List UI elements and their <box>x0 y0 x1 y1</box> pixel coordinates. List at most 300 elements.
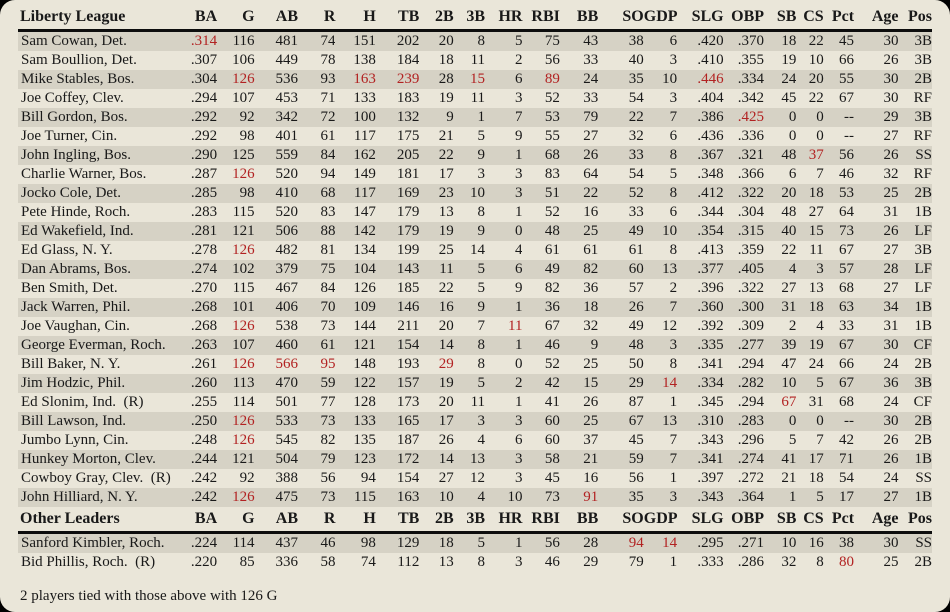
stat-pct: 63 <box>839 299 855 315</box>
stat-slg: .295 <box>697 535 724 551</box>
column-header-2b: 2B <box>419 508 453 533</box>
column-header-r: R <box>298 508 335 533</box>
column-header-sb: SB <box>764 6 796 31</box>
stat-3b: 15 <box>470 71 486 87</box>
stat-ab: 538 <box>275 318 299 334</box>
stat-cs: 16 <box>808 535 824 551</box>
stat-cs: 18 <box>808 299 824 315</box>
stat-ba: .260 <box>190 375 218 391</box>
stat-pct: 68 <box>839 394 855 410</box>
stat-gdp: 1 <box>669 394 678 410</box>
stat-bb: 15 <box>583 375 599 391</box>
stat-so: 49 <box>628 223 644 239</box>
stat-2b: 27 <box>438 470 454 486</box>
stat-ab: 388 <box>275 470 299 486</box>
stat-bb: 37 <box>583 432 599 448</box>
player-name: Mike Stables, Bos. <box>21 71 135 87</box>
column-header-g: G <box>217 6 254 31</box>
stat-ab: 482 <box>275 242 299 258</box>
stat-pct: 67 <box>839 90 855 106</box>
stat-ba: .268 <box>190 299 218 315</box>
column-header-rbi: RBI <box>522 6 559 31</box>
stat-ab: 533 <box>275 413 299 429</box>
player-name: Bill Gordon, Bos. <box>21 109 128 125</box>
stat-obp: .304 <box>737 204 765 220</box>
stat-sb: 24 <box>781 71 797 87</box>
stat-so: 35 <box>628 71 644 87</box>
stat-3b: 7 <box>477 318 486 334</box>
stat-pct: 56 <box>839 147 855 163</box>
stat-so: 33 <box>628 147 644 163</box>
stat-r: 88 <box>320 223 336 239</box>
stat-so: 59 <box>628 451 644 467</box>
stat-slg: .436 <box>697 128 724 144</box>
stat-3b: 11 <box>470 52 486 68</box>
stat-age: 31 <box>883 318 899 334</box>
stat-3b: 5 <box>477 375 486 391</box>
stat-2b: 21 <box>438 128 454 144</box>
stat-tb: 154 <box>396 337 420 353</box>
stat-r: 79 <box>320 451 336 467</box>
player-name: Joe Coffey, Clev. <box>21 90 124 106</box>
column-header-ba: BA <box>172 6 217 31</box>
player-name: Jim Hodzic, Phil. <box>21 375 126 391</box>
stat-h: 133 <box>353 413 376 429</box>
stat-3b: 4 <box>477 489 486 505</box>
stat-h: 104 <box>353 261 376 277</box>
player-name: Hunkey Morton, Clev. <box>21 451 156 467</box>
stat-cs: 11 <box>809 242 824 258</box>
stat-so: 40 <box>628 52 644 68</box>
column-header-tb: TB <box>376 508 419 533</box>
stat-pos: RF <box>913 166 932 182</box>
stat-ab: 449 <box>275 52 299 68</box>
stat-age: 24 <box>883 356 899 372</box>
section-title-other-leaders: Other Leaders <box>18 508 172 533</box>
player-name: Pete Hinde, Roch. <box>21 204 131 220</box>
column-header-obp: OBP <box>724 508 764 533</box>
player-name: Bill Baker, N. Y. <box>21 356 121 372</box>
player-name: Charlie Warner, Bos. <box>21 166 147 182</box>
stat-age: 36 <box>883 375 899 391</box>
stat-ab: 460 <box>275 337 299 353</box>
stat-rbi: 61 <box>544 242 560 258</box>
stat-sb: 4 <box>788 261 797 277</box>
stat-cs: 24 <box>808 356 824 372</box>
player-name: Jocko Cole, Det. <box>21 185 121 201</box>
stat-cs: 22 <box>808 33 824 49</box>
stat-cs: 8 <box>816 554 824 570</box>
stat-pos: 2B <box>914 413 932 429</box>
player-row <box>18 412 932 431</box>
stat-r: 95 <box>320 356 336 372</box>
player-name: John Ingling, Bos. <box>21 147 132 163</box>
stat-sb: 39 <box>781 337 797 353</box>
column-header-rbi: RBI <box>522 508 559 533</box>
stat-hr: 3 <box>514 554 523 570</box>
stat-obp: .322 <box>737 280 765 296</box>
stat-2b: 20 <box>438 394 454 410</box>
stat-cs: 22 <box>808 90 824 106</box>
column-header-sb: SB <box>764 508 796 533</box>
stat-g: 125 <box>232 147 255 163</box>
stat-g: 101 <box>232 299 255 315</box>
stat-g: 98 <box>239 185 255 201</box>
stat-2b: 20 <box>438 33 454 49</box>
stat-g: 92 <box>239 109 255 125</box>
stat-sb: 45 <box>781 90 797 106</box>
stat-slg: .348 <box>697 166 724 182</box>
stat-tb: 173 <box>396 394 420 410</box>
stat-age: 30 <box>883 337 899 353</box>
stat-gdp: 8 <box>669 356 678 372</box>
stat-hr: 9 <box>514 280 523 296</box>
stat-pos: SS <box>915 470 932 486</box>
stat-bb: 64 <box>583 166 599 182</box>
liberty-league-table <box>18 6 932 507</box>
stat-pos: 3B <box>914 375 932 391</box>
stat-hr: 3 <box>514 90 523 106</box>
stat-age: 27 <box>883 280 899 296</box>
stat-ab: 342 <box>275 109 299 125</box>
stat-slg: .341 <box>697 451 724 467</box>
stat-2b: 17 <box>438 413 454 429</box>
stat-age: 25 <box>883 554 899 570</box>
player-row <box>18 450 932 469</box>
stat-rbi: 41 <box>544 394 560 410</box>
column-header-age: Age <box>854 6 898 31</box>
section-title-liberty-league: Liberty League <box>18 6 172 31</box>
stat-hr: 5 <box>514 33 523 49</box>
stat-obp: .294 <box>737 356 765 372</box>
stat-g: 126 <box>232 413 255 429</box>
column-header-hr: HR <box>485 6 522 31</box>
stat-so: 54 <box>628 90 644 106</box>
stat-3b: 1 <box>477 109 486 125</box>
stat-cs: 13 <box>808 280 824 296</box>
stat-bb: 25 <box>583 356 599 372</box>
stat-gdp: 7 <box>669 451 678 467</box>
stat-r: 68 <box>320 185 336 201</box>
stat-rbi: 58 <box>544 451 560 467</box>
stat-rbi: 68 <box>544 147 560 163</box>
stat-tb: 172 <box>396 451 420 467</box>
stat-pct: 67 <box>839 242 855 258</box>
stat-cs: 3 <box>816 261 824 277</box>
stat-h: 128 <box>353 394 376 410</box>
stat-r: 73 <box>320 318 336 334</box>
stat-gdp: 8 <box>669 185 678 201</box>
stat-so: 94 <box>628 535 644 551</box>
stat-g: 126 <box>232 318 255 334</box>
stat-sb: 10 <box>781 375 797 391</box>
stat-cs: 5 <box>816 489 824 505</box>
stat-age: 27 <box>883 242 899 258</box>
column-header-pos: Pos <box>899 6 933 31</box>
column-header-ab: AB <box>255 6 298 31</box>
stat-age: 31 <box>883 204 899 220</box>
stat-slg: .333 <box>697 554 724 570</box>
stat-g: 126 <box>232 489 255 505</box>
stat-pct: 53 <box>839 185 855 201</box>
stat-ba: .274 <box>190 261 218 277</box>
player-row <box>18 317 932 336</box>
stat-age: 34 <box>883 299 899 315</box>
stat-tb: 199 <box>396 242 420 258</box>
player-row <box>18 260 932 279</box>
stat-3b: 5 <box>477 128 486 144</box>
stat-so: 49 <box>628 318 644 334</box>
stat-r: 74 <box>320 33 336 49</box>
player-row <box>18 203 932 222</box>
stat-slg: .386 <box>697 109 724 125</box>
stat-ab: 559 <box>275 147 299 163</box>
stat-so: 54 <box>628 166 644 182</box>
stat-slg: .420 <box>697 33 724 49</box>
player-name: Joe Vaughan, Cin. <box>21 318 130 334</box>
stat-r: 77 <box>320 394 336 410</box>
stat-sb: 18 <box>781 33 797 49</box>
stat-obp: .282 <box>737 375 765 391</box>
stat-tb: 112 <box>397 554 420 570</box>
stat-2b: 18 <box>438 52 454 68</box>
stat-ba: .283 <box>190 204 218 220</box>
stat-obp: .300 <box>737 299 765 315</box>
stat-r: 70 <box>320 299 336 315</box>
player-name: Ben Smith, Det. <box>21 280 118 296</box>
stat-sb: 2 <box>788 318 797 334</box>
stat-cs: 0 <box>816 128 824 144</box>
stat-r: 75 <box>320 261 336 277</box>
stat-hr: 4 <box>514 242 523 258</box>
stat-h: 151 <box>353 33 376 49</box>
stat-h: 117 <box>353 128 376 144</box>
stat-sb: 31 <box>781 299 797 315</box>
stat-gdp: 8 <box>669 147 678 163</box>
stat-g: 116 <box>232 33 255 49</box>
stat-cs: 18 <box>808 470 824 486</box>
stat-gdp: 14 <box>662 375 678 391</box>
stat-sb: 1 <box>788 489 797 505</box>
stat-bb: 25 <box>583 413 599 429</box>
stat-bb: 16 <box>583 470 599 486</box>
stat-hr: 1 <box>514 337 523 353</box>
stat-pos: 1B <box>914 451 932 467</box>
stat-pct: 66 <box>839 356 855 372</box>
column-header-gdp: GDP <box>644 6 677 31</box>
stat-pct: 57 <box>839 261 855 277</box>
stat-g: 126 <box>232 166 255 182</box>
stat-gdp: 3 <box>669 489 678 505</box>
stat-ab: 545 <box>275 432 299 448</box>
stat-r: 61 <box>320 128 336 144</box>
stat-2b: 19 <box>438 375 454 391</box>
stat-tb: 146 <box>396 299 420 315</box>
player-name: Sanford Kimbler, Roch. <box>21 535 165 551</box>
stat-cs: 27 <box>808 204 824 220</box>
stat-3b: 8 <box>477 356 486 372</box>
stat-rbi: 52 <box>544 356 560 372</box>
stat-slg: .341 <box>697 356 724 372</box>
stat-h: 147 <box>353 204 376 220</box>
column-header-r: R <box>298 6 335 31</box>
stat-hr: 3 <box>514 185 523 201</box>
stat-pct: 64 <box>839 204 855 220</box>
stat-pos: CF <box>913 394 932 410</box>
header-row <box>18 508 932 533</box>
stat-sb: 0 <box>788 413 797 429</box>
stat-hr: 9 <box>514 128 523 144</box>
stat-obp: .370 <box>737 33 765 49</box>
stat-slg: .335 <box>697 337 724 353</box>
stat-ab: 470 <box>275 375 299 391</box>
stat-cs: 19 <box>808 337 824 353</box>
stat-3b: 9 <box>477 147 486 163</box>
stat-obp: .322 <box>737 185 765 201</box>
stat-3b: 8 <box>477 337 486 353</box>
stat-3b: 13 <box>470 451 486 467</box>
stat-gdp: 6 <box>669 128 678 144</box>
stat-cs: 7 <box>816 432 824 448</box>
stat-rbi: 51 <box>544 185 560 201</box>
stat-so: 32 <box>628 128 644 144</box>
stat-bb: 25 <box>583 223 599 239</box>
stat-rbi: 42 <box>544 375 560 391</box>
stat-slg: .396 <box>697 280 724 296</box>
column-header-cs: CS <box>796 6 823 31</box>
stat-gdp: 7 <box>669 432 678 448</box>
stat-so: 67 <box>628 413 644 429</box>
stat-age: 26 <box>883 147 899 163</box>
stat-tb: 157 <box>396 375 420 391</box>
stat-cs: 4 <box>816 318 824 334</box>
stat-r: 81 <box>320 242 336 258</box>
stat-g: 126 <box>232 242 255 258</box>
stat-2b: 25 <box>438 242 454 258</box>
stat-g: 106 <box>232 52 255 68</box>
stat-h: 123 <box>353 451 376 467</box>
stat-sb: 48 <box>781 147 797 163</box>
stat-so: 22 <box>628 109 644 125</box>
stat-rbi: 56 <box>544 52 560 68</box>
stat-obp: .342 <box>737 90 765 106</box>
stat-so: 48 <box>628 337 644 353</box>
stat-age: 32 <box>883 166 899 182</box>
stat-pct: 68 <box>839 280 855 296</box>
column-header-cs: CS <box>796 508 823 533</box>
stat-pos: SS <box>915 147 932 163</box>
stat-pct: 54 <box>839 470 855 486</box>
stat-age: 26 <box>883 432 899 448</box>
stat-ab: 475 <box>275 489 299 505</box>
column-header-tb: TB <box>376 6 419 31</box>
player-row <box>18 336 932 355</box>
stat-h: 138 <box>353 52 376 68</box>
stat-2b: 22 <box>438 280 454 296</box>
stat-2b: 29 <box>438 356 454 372</box>
player-name: Bid Phillis, Roch. (R) <box>21 554 156 570</box>
stat-obp: .336 <box>737 128 765 144</box>
stat-g: 107 <box>232 337 255 353</box>
stat-bb: 26 <box>583 394 599 410</box>
player-row <box>18 355 932 374</box>
column-header-2b: 2B <box>419 6 453 31</box>
player-row <box>18 374 932 393</box>
stat-cs: 37 <box>808 147 824 163</box>
stat-so: 60 <box>628 261 644 277</box>
stat-ba: .224 <box>190 535 218 551</box>
column-header-slg: SLG <box>677 6 724 31</box>
stat-hr: 0 <box>514 223 523 239</box>
stat-h: 142 <box>353 223 376 239</box>
stat-so: 79 <box>628 554 644 570</box>
column-header-hr: HR <box>485 508 522 533</box>
stat-2b: 14 <box>438 337 454 353</box>
stat-rbi: 52 <box>544 204 560 220</box>
stat-ba: .281 <box>190 223 218 239</box>
stat-2b: 22 <box>438 147 454 163</box>
stat-bb: 32 <box>583 318 599 334</box>
stat-ab: 406 <box>275 299 299 315</box>
stat-ba: .287 <box>190 166 218 182</box>
stat-hr: 1 <box>514 535 523 551</box>
stat-3b: 8 <box>477 204 486 220</box>
stat-r: 84 <box>320 147 336 163</box>
stat-so: 29 <box>628 375 644 391</box>
stat-slg: .412 <box>697 185 724 201</box>
player-name: Sam Cowan, Det. <box>21 33 127 49</box>
stat-rbi: 56 <box>544 535 560 551</box>
stat-ab: 437 <box>275 535 299 551</box>
column-header-pos: Pos <box>899 508 933 533</box>
stat-bb: 9 <box>590 337 599 353</box>
column-header-bb: BB <box>560 508 598 533</box>
stat-2b: 17 <box>438 166 454 182</box>
stat-ab: 504 <box>275 451 299 467</box>
stat-bb: 82 <box>583 261 599 277</box>
stat-3b: 9 <box>477 223 486 239</box>
stat-sb: 20 <box>781 185 797 201</box>
stat-cs: 31 <box>808 394 824 410</box>
stat-slg: .404 <box>697 90 724 106</box>
stat-ab: 410 <box>275 185 299 201</box>
stat-hr: 1 <box>514 394 523 410</box>
stat-h: 115 <box>353 489 376 505</box>
stat-cs: 10 <box>808 52 824 68</box>
stat-hr: 2 <box>514 375 523 391</box>
stat-gdp: 3 <box>669 90 678 106</box>
stat-h: 109 <box>353 299 376 315</box>
stat-gdp: 1 <box>669 554 678 570</box>
stat-g: 98 <box>239 128 255 144</box>
stat-so: 33 <box>628 204 644 220</box>
stat-r: 78 <box>320 52 336 68</box>
stat-hr: 1 <box>514 204 523 220</box>
player-row <box>18 488 932 507</box>
stat-pos: RF <box>913 90 932 106</box>
stat-2b: 10 <box>438 489 454 505</box>
column-header-h: H <box>335 6 375 31</box>
stat-bb: 43 <box>583 33 599 49</box>
stat-g: 126 <box>232 71 255 87</box>
stat-tb: 179 <box>396 204 420 220</box>
player-name: George Everman, Roch. <box>21 337 166 353</box>
stat-h: 121 <box>353 337 376 353</box>
stat-rbi: 53 <box>544 109 560 125</box>
stat-age: 25 <box>883 185 899 201</box>
stat-pos: 3B <box>914 33 932 49</box>
stat-gdp: 13 <box>662 413 678 429</box>
